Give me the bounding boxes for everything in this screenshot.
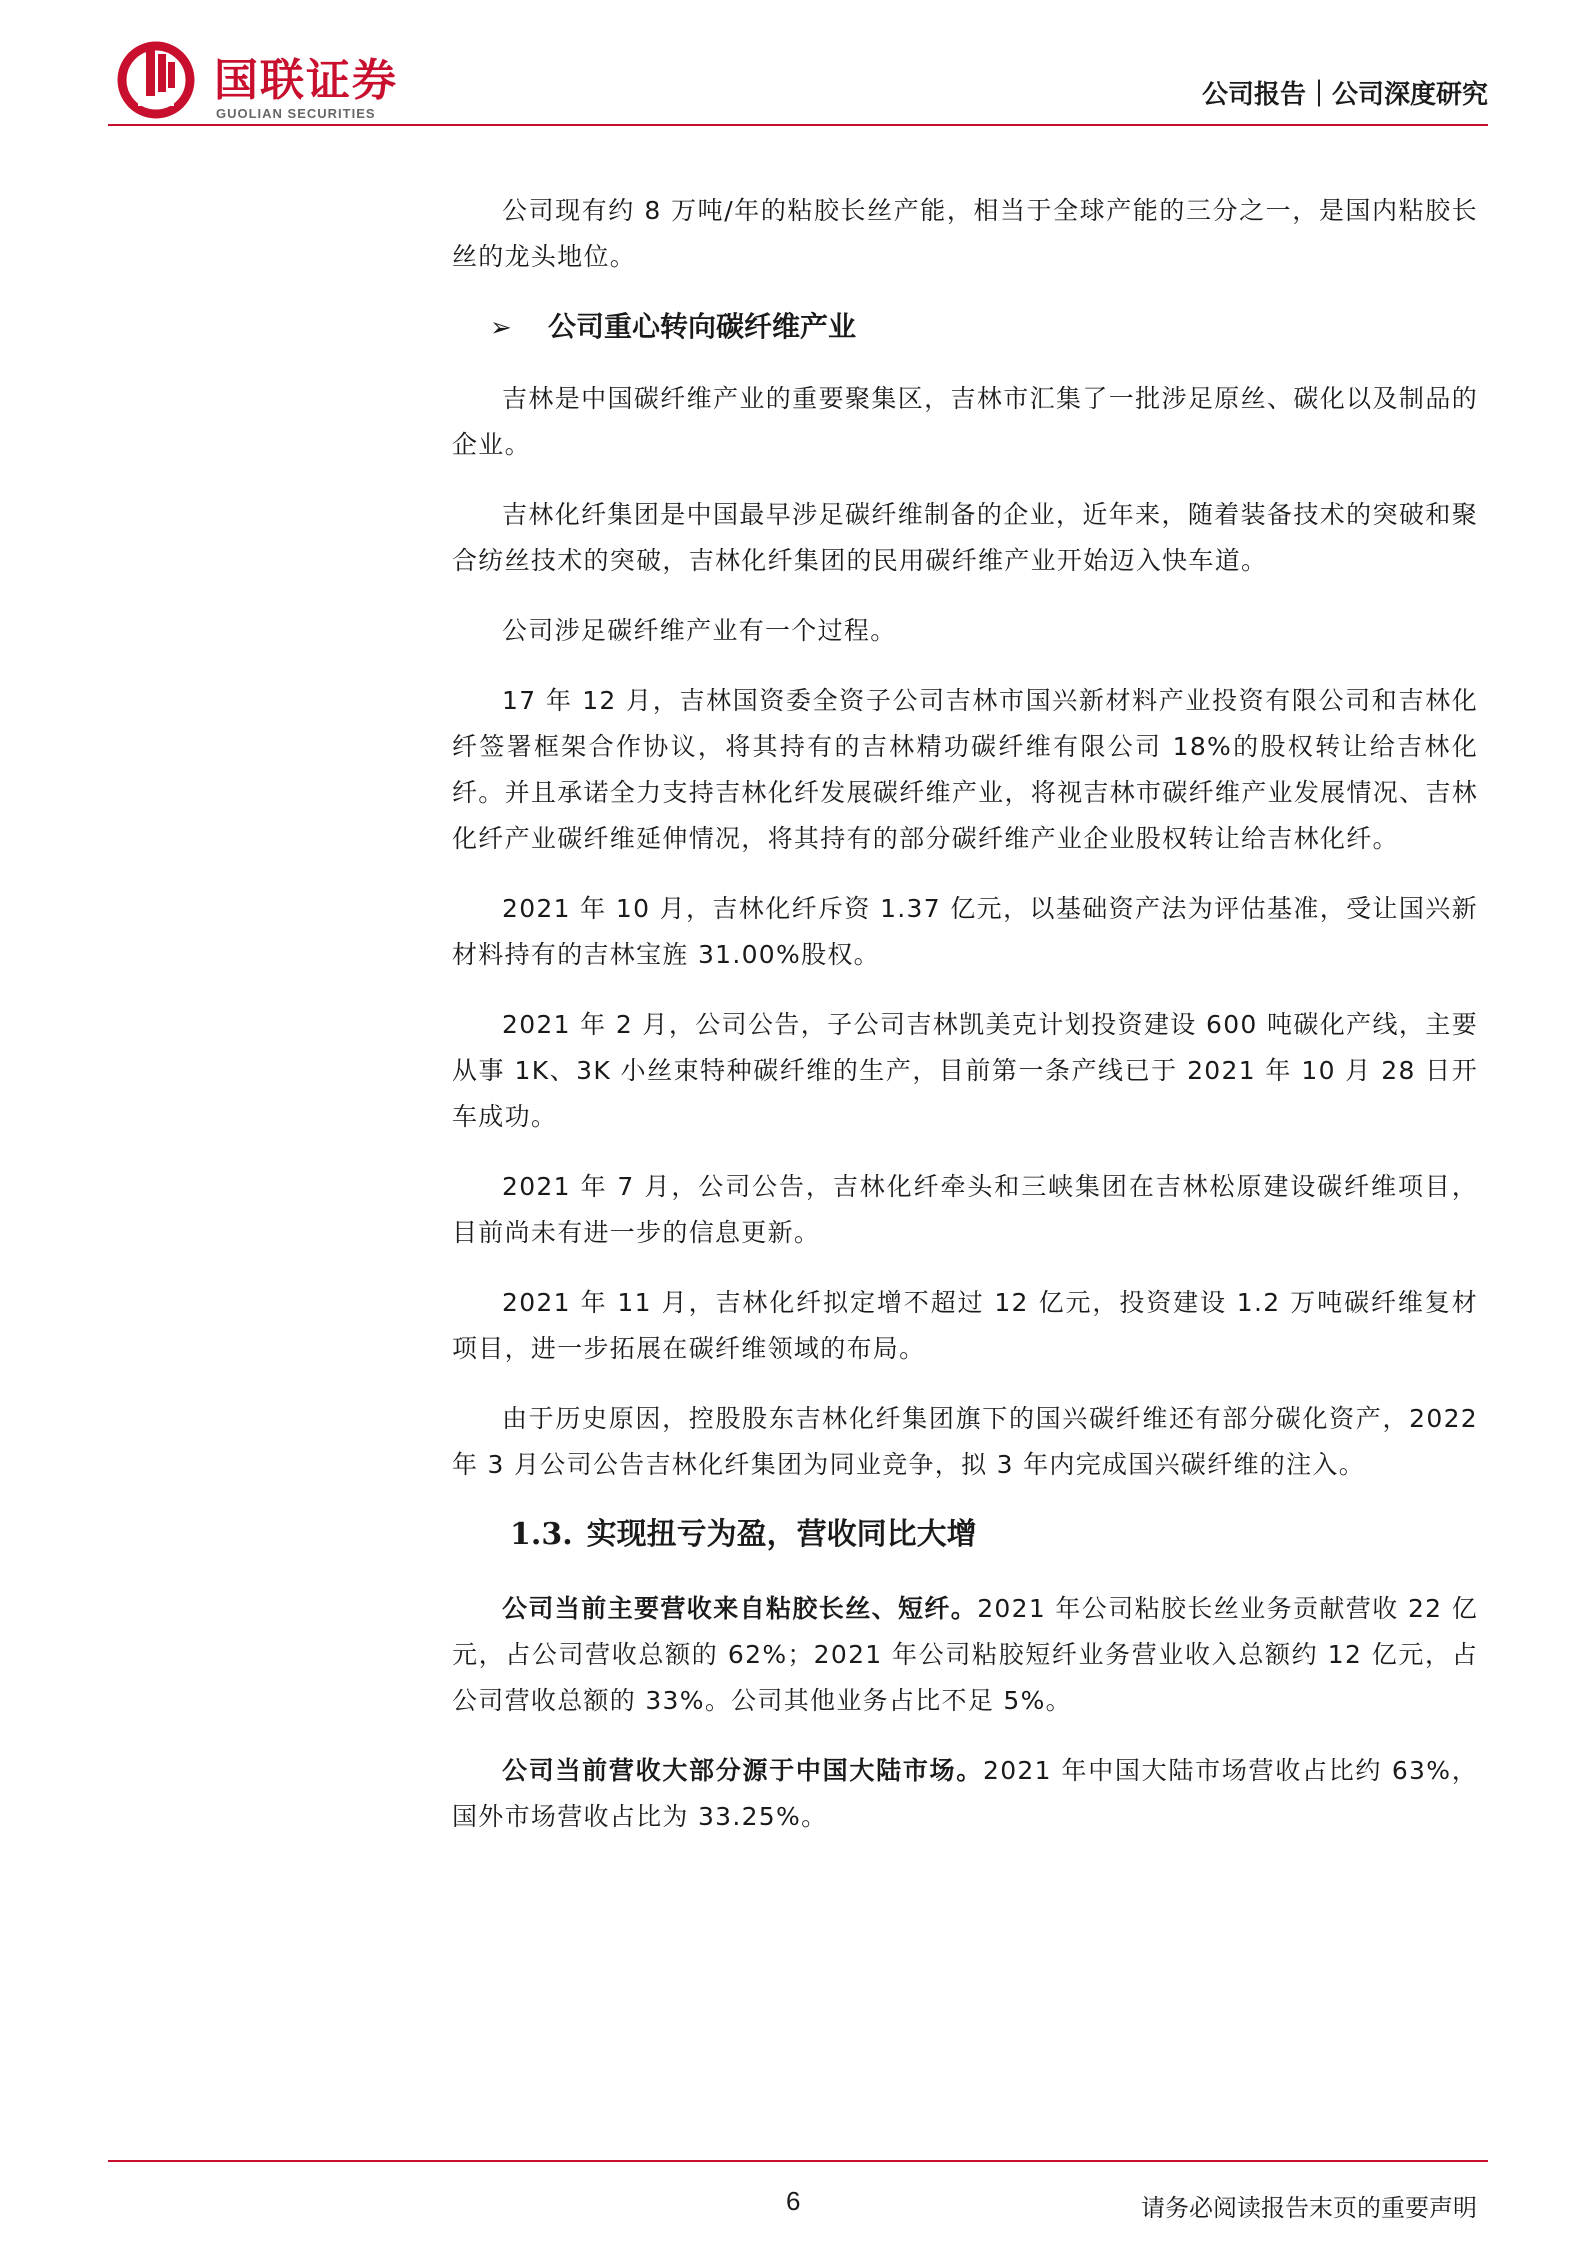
sub-heading: [452, 304, 1478, 350]
paragraph: 17 年 12 月，吉林国资委全资子公司吉林市国兴新材料产业投资有限公司和吉林化纤签署框架合作协议，将其持有的吉林精功碳纤维有限公司 18%的股权转让给吉林化纤。并且承诺全力支持吉林化纤发展碳纤维产业，将视吉林市碳纤维产业发展情况、吉林化纤产业碳纤维延伸情况，将其持有的部分碳纤维产业企业股权转让给吉林化纤。: [452, 686, 1478, 853]
paragraph: 2021 年 7 月，公司公告，吉林化纤牵头和三峡集团在吉林松原建设碳纤维项目，目前尚未有进一步的信息更新。: [452, 1172, 1478, 1247]
logo-text-en: GUOLIAN SECURITIES: [216, 106, 376, 121]
arrow-bullet-icon: ➢: [490, 313, 512, 343]
section-number: 1.3.: [510, 1517, 573, 1552]
paragraph: 2021 年 11 月，吉林化纤拟定增不超过 12 亿元，投资建设 1.2 万吨碳纤维复材项目，进一步拓展在碳纤维领域的布局。: [452, 1288, 1478, 1363]
paragraph-lead: 公司当前营收大部分源于中国大陆市场。: [502, 1756, 983, 1785]
paragraph: 公司现有约 8 万吨/年的粘胶长丝产能，相当于全球产能的三分之一，是国内粘胶长丝的龙头地位。: [452, 196, 1478, 271]
paragraph: 由于历史原因，控股股东吉林化纤集团旗下的国兴碳纤维还有部分碳化资产，2022 年 3 月公司公告吉林化纤集团为同业竞争，拟 3 年内完成国兴碳纤维的注入。: [452, 1404, 1478, 1479]
header-divider: [108, 124, 1488, 126]
footer-divider: [108, 2160, 1488, 2162]
paragraph: [452, 1748, 1478, 1840]
page-header: [108, 28, 1488, 128]
page-number: 6: [786, 2186, 801, 2216]
paragraph: 2021 年 2 月，公司公告，子公司吉林凯美克计划投资建设 600 吨碳化产线，主要从事 1K、3K 小丝束特种碳纤维的生产，目前第一条产线已于 2021 年 10 月 28 日开车成功。: [452, 1010, 1478, 1131]
paragraph: 2021 年 10 月，吉林化纤斥资 1.37 亿元，以基础资产法为评估基准，受让国兴新材料持有的吉林宝旌 31.00%股权。: [452, 894, 1478, 969]
guolian-logo-icon: [116, 40, 196, 120]
paragraph-text: 2021 年中国大陆市场营收占比约 63%，国外市场营收占比为 33.25%。: [452, 1756, 1479, 1831]
section-heading: [510, 1512, 1478, 1558]
disclaimer-note: 请务必阅读报告末页的重要声明: [1141, 2194, 1477, 2222]
main-content: [452, 188, 1478, 1864]
logo-text-cn: 国联证券: [214, 55, 398, 106]
company-logo: [116, 40, 496, 120]
sub-heading-text: 公司重心转向碳纤维产业: [548, 310, 857, 343]
paragraph: 吉林是中国碳纤维产业的重要聚集区，吉林市汇集了一批涉足原丝、碳化以及制品的企业。: [452, 384, 1478, 459]
paragraph: 公司涉足碳纤维产业有一个过程。: [502, 616, 897, 645]
paragraph: 吉林化纤集团是中国最早涉足碳纤维制备的企业，近年来，随着装备技术的突破和聚合纺丝技术的突破，吉林化纤集团的民用碳纤维产业开始迈入快车道。: [452, 500, 1478, 575]
paragraph-lead: 公司当前主要营收来自粘胶长丝、短纤。: [502, 1594, 978, 1623]
report-type: 公司报告｜公司深度研究: [1201, 80, 1488, 110]
paragraph-text: 2021 年公司粘胶长丝业务贡献营收 22 亿元，占公司营收总额的 62%；2021 年公司粘胶短纤业务营业收入总额约 12 亿元，占公司营收总额的 33%。公司其他业务占比不足 5%。: [452, 1594, 1478, 1715]
paragraph: [452, 1586, 1478, 1724]
section-title: 实现扭亏为盈，营收同比大增: [586, 1517, 977, 1552]
